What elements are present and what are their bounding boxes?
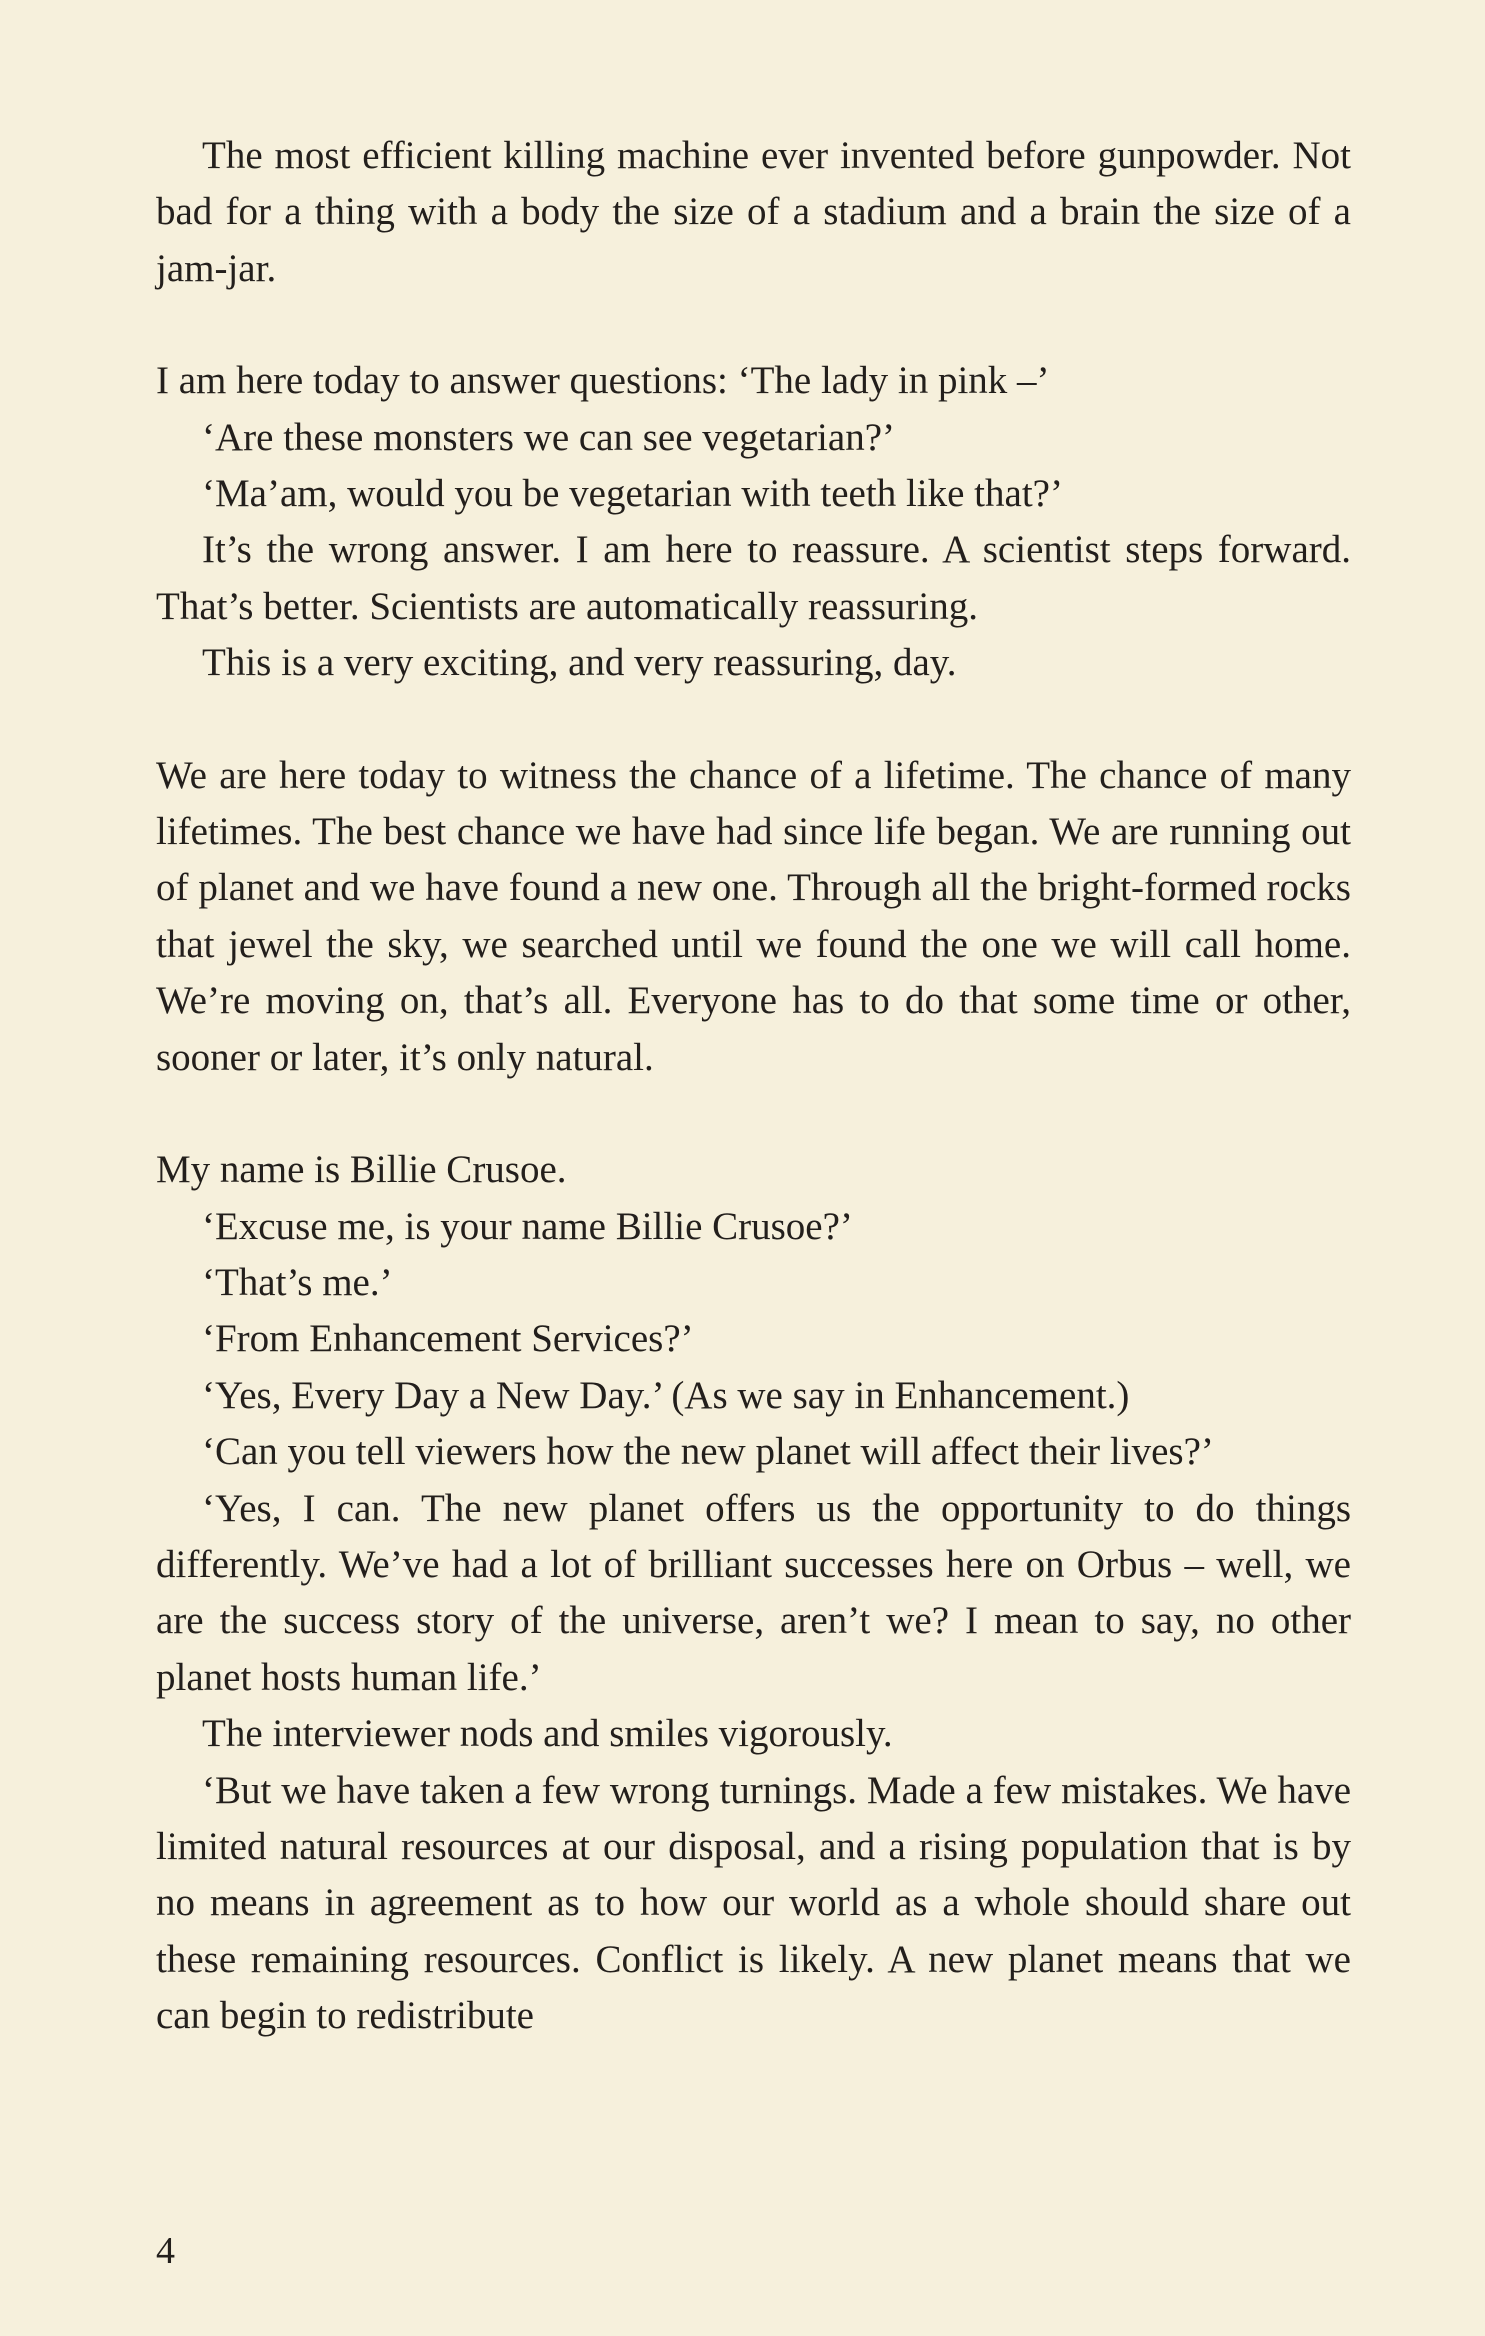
paragraph: This is a very exciting, and very reassuring, day. [202, 641, 957, 685]
paragraph: ‘From Enhancement Services?’ [202, 1317, 694, 1361]
paragraph: ‘But we have taken a few wrong turnings. Made a few mistakes. We have limited natural resources at our disposal, and a rising population that is by no means in agreement as to how our world as a whole should share out these remaining resources. Conflict is likely. A new planet means that we can begin to redistribute [156, 1768, 1351, 2038]
paragraph: ‘Yes, I can. The new planet offers us the opportunity to do things differently. We’ve had a lot of brilliant successes here on Orbus – well, we are the success story of the universe, aren’t we? I mean to say, no other planet hosts human life.’ [156, 1486, 1351, 1699]
paragraph: ‘Can you tell viewers how the new planet will affect their lives?’ [202, 1430, 1214, 1474]
body-text [156, 128, 1351, 2045]
paragraph: My name is Billie Crusoe. [156, 1148, 567, 1192]
paragraph: The most efficient killing machine ever invented before gunpowder. Not bad for a thing with a body the size of a stadium and a brain the size of a jam-jar. [156, 134, 1351, 290]
paragraph: I am here today to answer questions: ‘The lady in pink –’ [156, 359, 1050, 403]
paragraph: ‘Excuse me, is your name Billie Crusoe?’ [202, 1204, 853, 1248]
paragraph: ‘Ma’am, would you be vegetarian with teeth like that?’ [202, 472, 1063, 516]
paragraph: The interviewer nods and smiles vigorously. [202, 1712, 893, 1756]
paragraph: We are here today to witness the chance of a lifetime. The chance of many lifetimes. The best chance we have had since life began. We are running out of planet and we have found a new one. Through all the bright-formed rocks that jewel the sky, we searched until we found the one we will call home. We’re moving on, that’s all. Everyone has to do that some time or other, sooner or later, it’s only natural. [156, 753, 1351, 1079]
page-number: 4 [156, 2230, 175, 2272]
paragraph: ‘Yes, Every Day a New Day.’ (As we say in Enhancement.) [202, 1373, 1130, 1417]
paragraph: It’s the wrong answer. I am here to reassure. A scientist steps forward. That’s better. Scientists are automatically reassuring. [156, 528, 1351, 628]
paragraph: ‘That’s me.’ [202, 1260, 393, 1304]
paragraph: ‘Are these monsters we can see vegetarian?’ [202, 415, 895, 459]
